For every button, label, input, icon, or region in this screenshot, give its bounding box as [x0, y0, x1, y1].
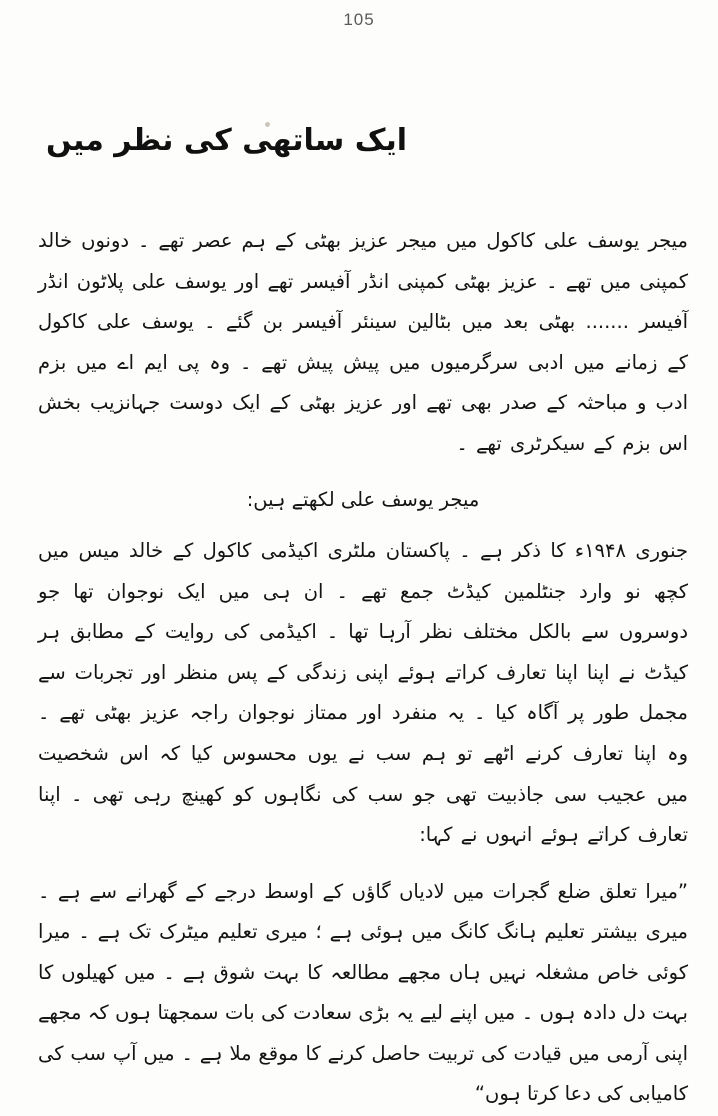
paragraph-intro: میجر یوسف علی کاکول میں میجر عزیز بھٹی کے ہم عصر تھے ۔ دونوں خالد کمپنی میں تھے ۔ عزیز بھٹی کمپنی انڈر آفیسر تھے اور یوسف علی پلاٹون انڈر آفیسر ....... بھٹی بعد میں بٹالین سینئر آفیسر بن گئے ۔ یوسف علی کاکول کے زمانے میں ادبی سرگرمیوں میں پیش پیش تھے ۔ وہ پی ایم اے میں بزم ادب و مباحثہ کے صدر بھی تھے اور عزیز بھٹی کے ایک دوست جہانزیب بخش اس بزم کے سیکرٹری تھے ۔: [38, 229, 688, 455]
page-content: [38, 118, 688, 1115]
quoted-speech: ”میرا تعلق ضلع گجرات میں لادیاں گاؤں کے اوسط درجے کے گھرانے سے ہے ۔ میری بیشتر تعلیم ہانگ کانگ میں ہوئی ہے ؛ میری تعلیم میٹرک تک ہے ۔ میرا کوئی خاص مشغلہ نہیں ہاں مجھے مطالعہ کا بہت شوق ہے ۔ میں کھیلوں کا بہت دل دادہ ہوں ۔ میں اپنے لیے یہ بڑی سعادت کی بات سمجھتا ہوں کہ مجھے اپنی آرمی میں قیادت کی تربیت حاصل کرنے کا موقع ملا ہے ۔ میں آپ سب کی کامیابی کی دعا کرتا ہوں“: [38, 879, 688, 1106]
page-number: 105: [343, 10, 375, 29]
paragraph-body: جنوری ۱۹۴۸ء کا ذکر ہے ۔ پاکستان ملٹری اکیڈمی کاکول کے خالد میس میں کچھ نو وارد جنٹلمین کیڈٹ جمع تھے ۔ ان ہی میں ایک نوجوان تھا جو دوسروں سے بالکل مختلف نظر آرہا تھا ۔ اکیڈمی کی روایت کے مطابق ہر کیڈٹ نے اپنا اپنا تعارف کراتے ہوئے اپنی زندگی کے پس منظر اور تجربات سے مجمل طور پر آگاہ کیا ۔ یہ منفرد اور ممتاز نوجوان راجہ عزیز بھٹی تھے ۔ وہ اپنا تعارف کرنے اٹھے تو ہم سب نے یوں محسوس کیا کہ اس شخصیت میں عجیب سی جاذبیت تھی جو سب کی نگاہوں کو کھینچ رہی تھی ۔ اپنا تعارف کراتے ہوئے انہوں نے کہا:: [38, 539, 689, 847]
speaker-attribution: میجر یوسف علی لکھتے ہیں:: [246, 488, 480, 512]
page-title: ایک ساتھی کی نظر میں: [46, 123, 407, 158]
